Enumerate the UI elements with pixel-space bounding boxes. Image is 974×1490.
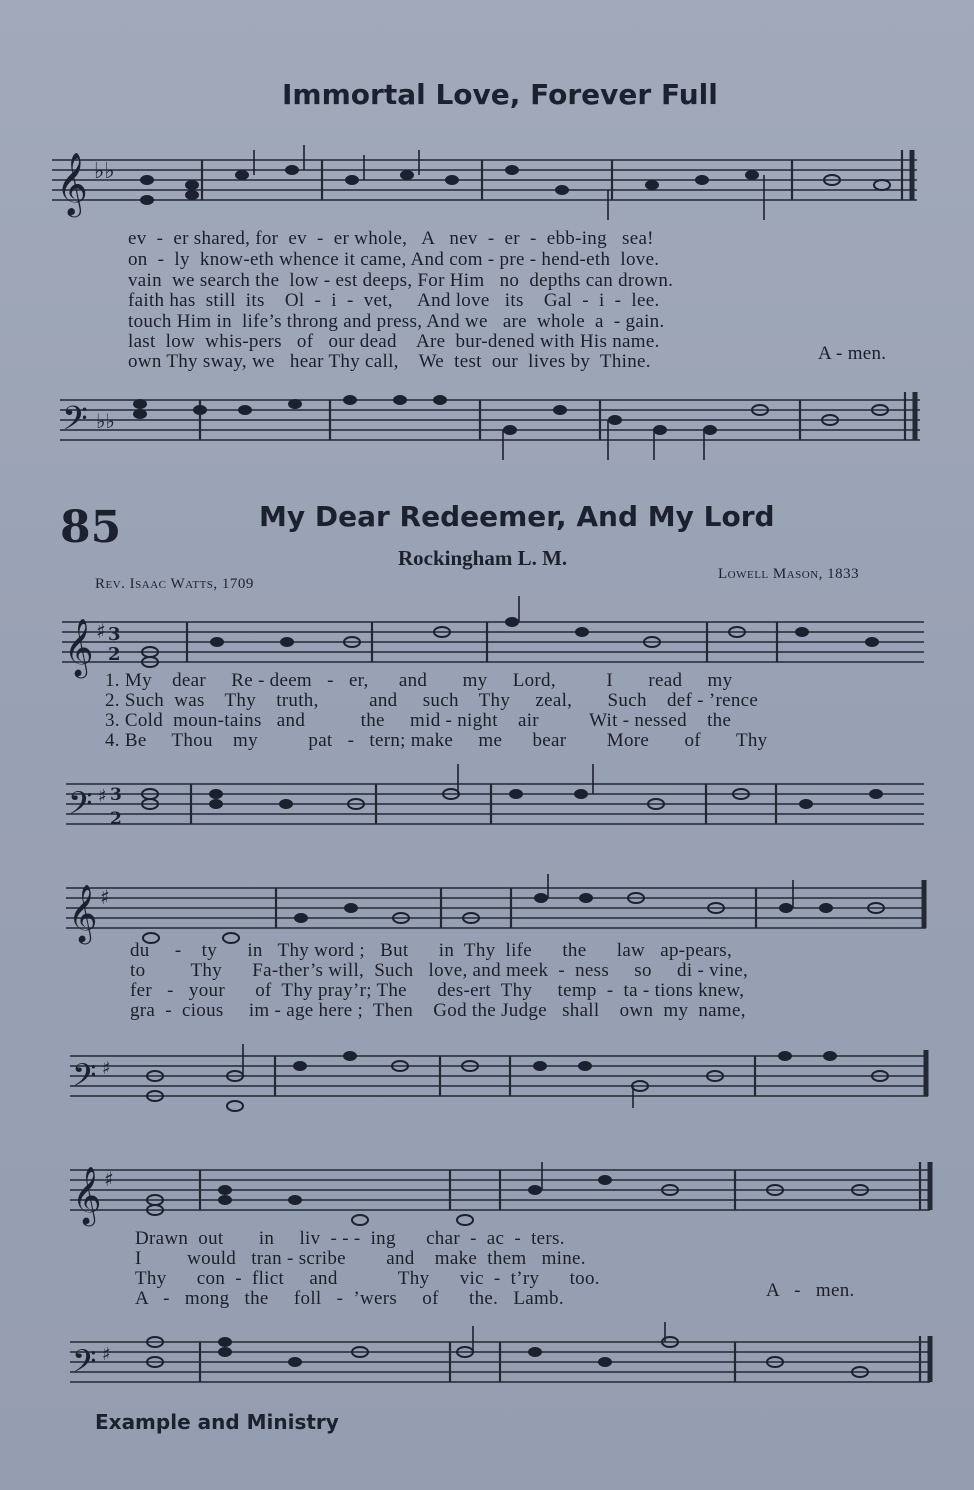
svg-text:𝄢: 𝄢 <box>72 1343 97 1387</box>
hymn-85-composer: Lowell Mason, 1833 <box>718 566 860 582</box>
svg-text:♯: ♯ <box>96 619 106 643</box>
hymn-85-s3-verse-4: A - mong the foll - ’wers of the. Lamb. <box>135 1288 564 1309</box>
hymn-85-s3-verse-1: Drawn out in liv - - - ing char - ac - ters. <box>135 1228 565 1249</box>
hymn-85-s2-verse-4: gra - cious im - age here ; Then God the Judge shall own my name, <box>130 1000 746 1021</box>
hymn-84-lyric-line-7: own Thy sway, we hear Thy call, We test our lives by Thine. <box>128 351 651 372</box>
hymn-85-s1-verse-1: 1. My dear Re - deem - er, and my Lord, I read my <box>105 670 733 691</box>
hymn-85-s3-verse-3: Thy con - flict and Thy vic - t’ry too. <box>135 1268 600 1289</box>
svg-text:♯: ♯ <box>104 1167 114 1191</box>
hymn-85-title: My Dear Redeemer, And My Lord <box>259 500 775 533</box>
hymn-85-tune: Rockingham L. M. <box>398 546 568 570</box>
svg-text:♯: ♯ <box>102 1344 111 1365</box>
hymn-84-treble-staff <box>52 150 922 230</box>
svg-text:𝄢: 𝄢 <box>62 400 88 446</box>
hymn-84-lyric-line-1: ev - er shared, for ev - er whole, A nev - er - ebb-ing sea! <box>128 228 654 249</box>
hymn-85-number: 85 <box>60 502 122 553</box>
svg-text:𝄢: 𝄢 <box>72 1057 97 1101</box>
svg-text:♭♭: ♭♭ <box>94 159 115 184</box>
svg-text:♯: ♯ <box>98 786 107 807</box>
hymn-85-author: Rev. Isaac Watts, 1709 <box>95 576 254 592</box>
hymn-85-s1-verse-4: 4. Be Thou my pat - tern; make me bear More of Thy <box>105 730 768 751</box>
hymn-85-amen: A - men. <box>766 1280 855 1301</box>
svg-text:3: 3 <box>110 785 122 805</box>
hymn-84-bass-staff <box>60 392 930 462</box>
hymn-85-s2-verse-2: to Thy Fa-ther’s will, Such love, and meek - ness so di - vine, <box>130 960 749 981</box>
hymn-85-s1-verse-2: 2. Such was Thy truth, and such Thy zeal, Such def - ’rence <box>105 690 759 711</box>
hymn-84-lyric-line-5: touch Him in life’s throng and press, And we are whole a - gain. <box>128 311 665 332</box>
svg-text:♭♭: ♭♭ <box>96 409 115 433</box>
svg-text:3: 3 <box>108 624 121 645</box>
page-footer: Example and Ministry <box>95 1410 339 1434</box>
hymn-84-lyric-line-2: on - ly know-eth whence it came, And com - pre - hend-eth love. <box>128 249 660 270</box>
hymn-85-s2-verse-3: fer - your of Thy pray’r; The des-ert Thy temp - ta - tions knew, <box>130 980 745 1001</box>
hymn-85-system-1-bass-staff <box>66 778 931 838</box>
hymn-84-lyric-line-3: vain we search the low - est deeps, For Him no depths can drown. <box>128 270 674 291</box>
svg-text:2: 2 <box>108 644 121 665</box>
hymn-85-system-3-bass-staff <box>70 1336 935 1406</box>
hymn-85-s1-verse-3: 3. Cold moun-tains and the mid - night air Wit - nessed the <box>105 710 732 731</box>
hymn-84-lyric-line-6: last low whis-pers of our dead Are bur-dened with His name. <box>128 331 660 352</box>
hymn-84-amen: A - men. <box>818 343 887 364</box>
svg-text:2: 2 <box>110 809 122 829</box>
hymn-84-lyric-line-4: faith has still its Ol - i - vet, And love its Gal - i - lee. <box>128 290 660 311</box>
hymn-85-s2-verse-1: du - ty in Thy word ; But in Thy life the law ap-pears, <box>130 940 733 961</box>
svg-text:𝄞: 𝄞 <box>56 152 88 215</box>
hymn-85-s3-verse-2: I would tran - scribe and make them mine. <box>135 1248 586 1269</box>
svg-text:♯: ♯ <box>100 885 110 909</box>
svg-text:𝄞: 𝄞 <box>64 618 94 676</box>
hymn-85-system-2-bass-staff <box>70 1050 935 1120</box>
hymn-84-title: Immortal Love, Forever Full <box>282 78 718 111</box>
svg-text:𝄞: 𝄞 <box>68 884 98 942</box>
svg-text:♯: ♯ <box>102 1058 111 1079</box>
svg-text:𝄞: 𝄞 <box>72 1166 102 1224</box>
svg-text:𝄢: 𝄢 <box>68 785 93 829</box>
hymn-85-system-3-treble-staff <box>70 1162 935 1232</box>
